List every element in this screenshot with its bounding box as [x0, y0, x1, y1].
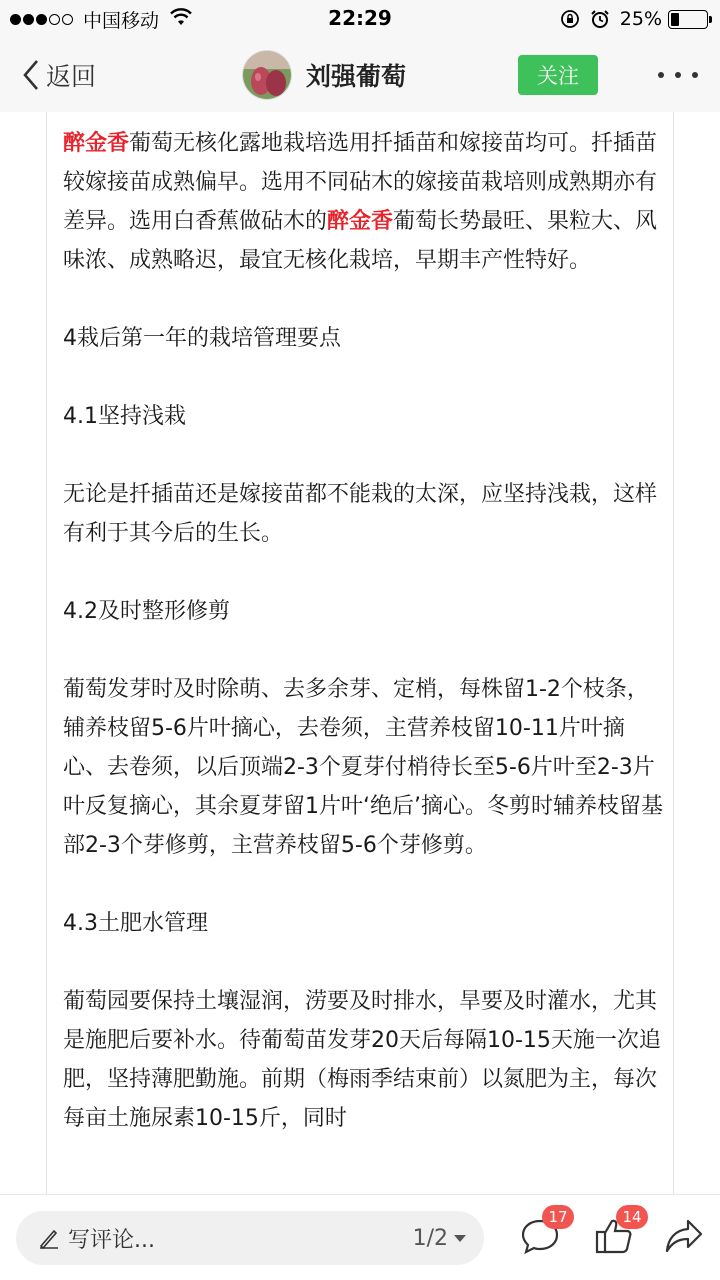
section-heading-4-3: 4.3土肥水管理: [63, 911, 208, 936]
nav-bar: [0, 38, 720, 112]
section-heading-4: 4栽后第一年的栽培管理要点: [63, 326, 341, 351]
caret-down-icon: [454, 1235, 466, 1242]
avatar[interactable]: [242, 50, 292, 100]
article-card: [46, 112, 674, 1194]
paragraph-1: [63, 124, 663, 280]
paragraph-text: 葡萄长势最旺、果粒大、风味浓、成熟略迟，最宜无核化栽培，早期丰产性特好。: [63, 209, 658, 273]
status-right: [560, 6, 708, 32]
comments-button[interactable]: [520, 1208, 568, 1259]
status-bar: [0, 0, 720, 38]
share-button[interactable]: [664, 1217, 704, 1259]
battery-icon: [668, 10, 708, 29]
more-dots-icon[interactable]: [658, 62, 698, 88]
like-button[interactable]: [594, 1208, 642, 1259]
paragraph-4-3: 葡萄园要保持土壤湿润，涝要及时排水，旱要及时灌水，尤其是施肥后要补水。待葡萄苗发芽20天后每隔10-15天施一次追肥，坚持薄肥勤施。前期（梅雨季结束前）以氮肥为主，每次每亩土施尿素10-15斤，同时: [63, 989, 661, 1131]
comment-count-badge: 17: [542, 1205, 574, 1229]
paragraph-text: 葡萄无核化露地栽培选用扦插苗和嫁接苗均可。扦插苗较嫁接苗成熟偏早。选用不同砧木的嫁接苗栽培则成熟期亦有差异。选用白香蕉做砧木的: [63, 131, 658, 234]
section-heading-4-2: 4.2及时整形修剪: [63, 599, 230, 624]
comment-placeholder: 写评论...: [68, 1227, 155, 1253]
back-button[interactable]: [22, 56, 96, 94]
section-heading-4-1: 4.1坚持浅栽: [63, 404, 186, 429]
paragraph-4-1: 无论是扦插苗还是嫁接苗都不能栽的太深，应坚持浅栽，这样有利于其今后的生长。: [63, 482, 658, 546]
page-selector[interactable]: [413, 1211, 466, 1265]
chevron-left-icon: [22, 59, 40, 91]
highlight-text: 醉金香: [327, 209, 394, 234]
author-profile[interactable]: [242, 50, 406, 100]
share-arrow-icon: [664, 1217, 704, 1255]
paragraph-4-2: 葡萄发芽时及时除萌、去多余芽、定梢，每株留1-2个枝条，辅养枝留5-6片叶摘心，去卷须，主营养枝留10-11片叶摘心、去卷须，以后顶端2-3个夏芽付梢待长至5-6片叶至2-3片叶反复摘心，其余夏芽留1片叶‘绝后’摘心。冬剪时辅养枝留基部2-3个芽修剪，主营养枝留5-6个芽修剪。: [63, 677, 663, 858]
carrier-label: 中国移动: [83, 9, 160, 32]
article-content: [63, 124, 663, 1138]
battery-percent: 25%: [619, 8, 662, 30]
rotation-lock-icon: [560, 9, 580, 29]
battery-level: [671, 13, 679, 26]
like-count-badge: 14: [616, 1205, 648, 1229]
comment-input[interactable]: [16, 1211, 484, 1265]
highlight-text: 醉金香: [63, 131, 130, 156]
page-indicator: 1/2: [412, 1225, 448, 1251]
author-name[interactable]: 刘强葡萄: [306, 62, 407, 91]
status-time: 22:29: [328, 6, 392, 30]
back-label: 返回: [46, 62, 97, 91]
pen-icon: [38, 1227, 60, 1249]
bottom-bar: [0, 1194, 720, 1280]
alarm-icon: [590, 9, 610, 29]
follow-button[interactable]: 关注: [518, 55, 598, 95]
